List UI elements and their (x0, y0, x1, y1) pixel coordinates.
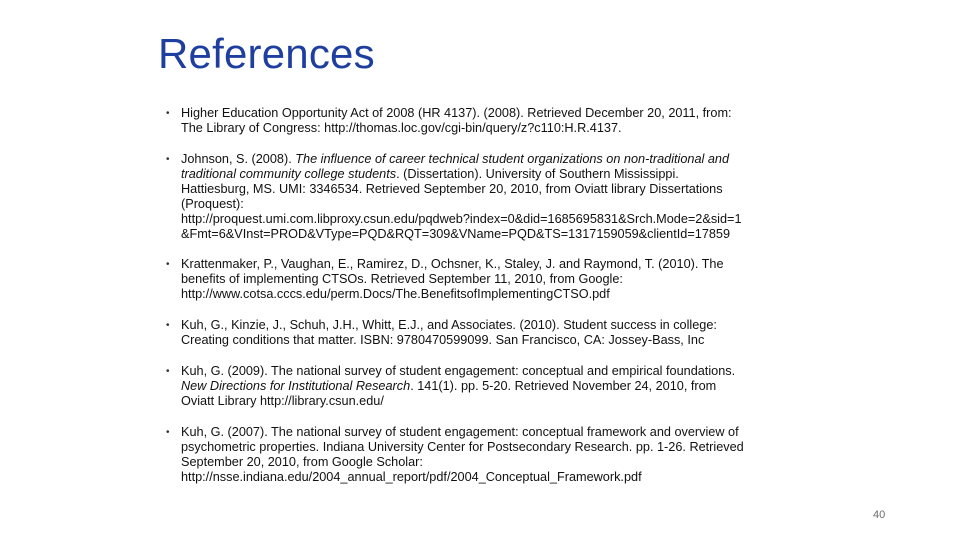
reference-line: Hattiesburg, MS. UMI: 3346534. Retrieved September 20, 2010, from Oviatt library Dissertations (181, 182, 723, 196)
reference-line: Higher Education Opportunity Act of 2008 (HR 4137). (2008). Retrieved December 20, 2011, from: (181, 106, 732, 120)
reference-url: http://www.cotsa.cccs.edu/perm.Docs/The.BenefitsofImplementingCTSO.pdf (181, 287, 610, 301)
reference-url: &Fmt=6&VInst=PROD&VType=PQD&RQT=309&VName=PQD&TS=1317159059&clientId=17859 (181, 227, 731, 241)
reference-text: . 141(1). pp. 5-20. Retrieved November 24, 2010, from (410, 379, 717, 393)
reference-journal-italic: New Directions for Institutional Research (181, 379, 411, 393)
reference-item (166, 152, 816, 242)
bullet-icon: • (166, 154, 170, 165)
reference-url: http://nsse.indiana.edu/2004_annual_report/pdf/2004_Conceptual_Framework.pdf (181, 470, 642, 484)
reference-line: Krattenmaker, P., Vaughan, E., Ramirez, D., Ochsner, K., Staley, J. and Raymond, T. (2010). The (181, 257, 724, 271)
page-number: 40 (873, 509, 886, 521)
reference-item (166, 257, 816, 302)
bullet-icon: • (166, 320, 170, 331)
reference-line: psychometric properties. Indiana University Center for Postsecondary Research. pp. 1-26. Retrieved (181, 440, 744, 454)
slide-title: References (158, 30, 375, 77)
reference-item (166, 106, 816, 136)
reference-line: Creating conditions that matter. ISBN: 9780470599099. San Francisco, CA: Jossey-Bass, Inc (181, 333, 705, 347)
bullet-icon: • (166, 259, 170, 270)
reference-line (181, 167, 816, 182)
reference-line: Oviatt Library http://library.csun.edu/ (181, 394, 384, 408)
reference-line (181, 152, 816, 167)
bullet-icon: • (166, 366, 170, 377)
reference-line: Kuh, G. (2007). The national survey of student engagement: conceptual framework and overview of (181, 425, 739, 439)
reference-line: Kuh, G. (2009). The national survey of student engagement: conceptual and empirical foundations. (181, 364, 736, 378)
reference-line: Kuh, G., Kinzie, J., Schuh, J.H., Whitt, E.J., and Associates. (2010). Student success in college: (181, 318, 717, 332)
reference-author-text: Johnson, S. (2008). (181, 152, 296, 166)
reference-line: benefits of implementing CTSOs. Retrieved September 11, 2010, from Google: (181, 272, 623, 286)
reference-line: The Library of Congress: http://thomas.loc.gov/cgi-bin/query/z?c110:H.R.4137. (181, 121, 622, 135)
reference-line: September 20, 2010, from Google Scholar: (181, 455, 423, 469)
reference-item (166, 318, 816, 348)
bullet-icon: • (166, 427, 170, 438)
reference-text: . (Dissertation). University of Southern Mississippi. (396, 167, 679, 181)
reference-item (166, 425, 816, 485)
reference-item (166, 364, 816, 409)
reference-url: http://proquest.umi.com.libproxy.csun.edu/pqdweb?index=0&did=1685695831&Srch.Mode=2&sid=1 (181, 212, 742, 226)
reference-list (166, 106, 816, 485)
reference-line (181, 379, 816, 394)
reference-line: (Proquest): (181, 197, 244, 211)
bullet-icon: • (166, 108, 170, 119)
reference-title-italic: traditional community college students (181, 167, 397, 181)
reference-title-italic: The influence of career technical student organizations on non-traditional and (295, 152, 730, 166)
